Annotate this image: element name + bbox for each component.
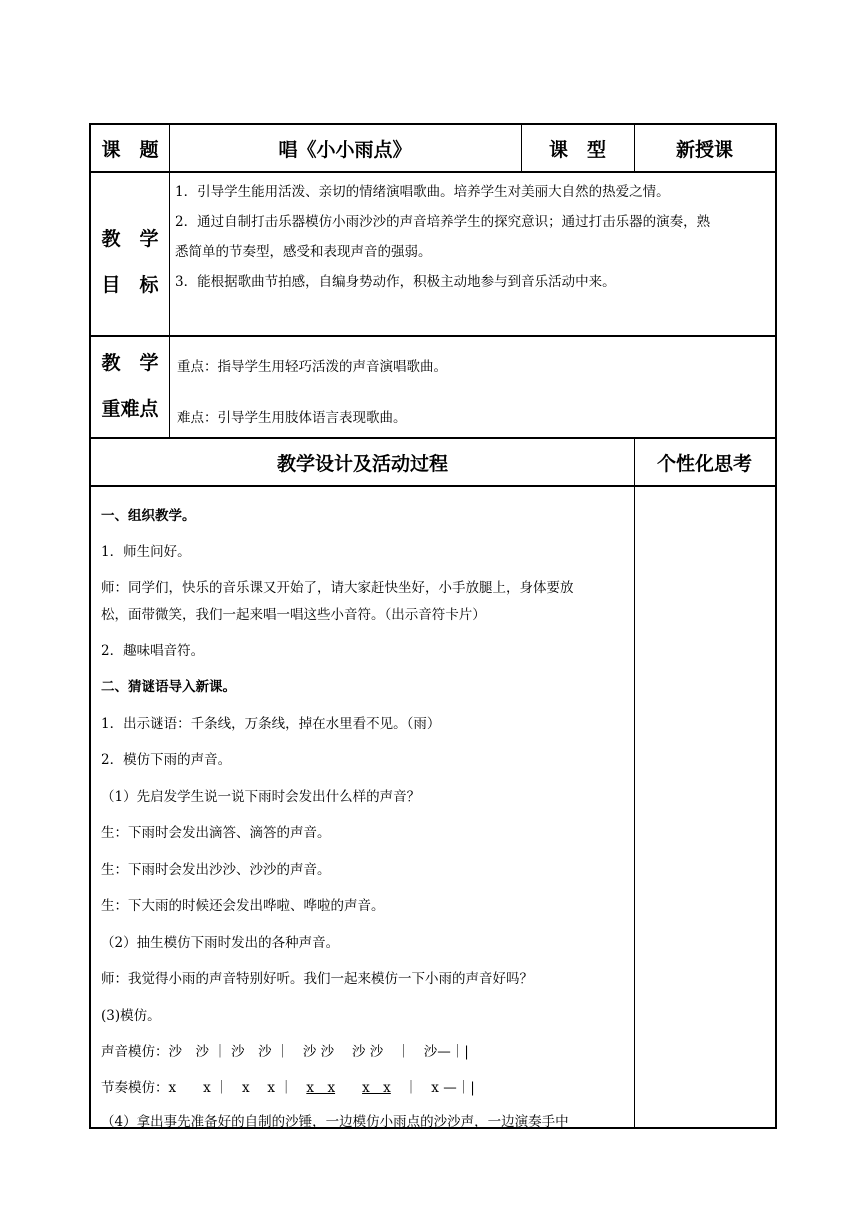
- section-heading: 一、组织教学。: [101, 508, 196, 524]
- objective-item: 2．通过自制打击乐器模仿小雨沙沙的声音培养学生的探究意识；通过打击乐器的演奏，熟: [175, 214, 711, 230]
- process-line: （1）先启发学生说一说下雨时会发出什么样的声音？: [101, 789, 421, 805]
- keypoints-label-line2: 重难点: [101, 398, 159, 420]
- rhythm-label: 节奏模仿：: [101, 1080, 169, 1096]
- keypoints-label-line1: 教 学: [101, 352, 159, 374]
- process-line: 师：同学们，快乐的音乐课又开始了，请大家赶快坐好，小手放腿上，身体要放: [101, 580, 574, 596]
- process-line: 1．出示谜语：千条线，万条线，掉在水里看不见。（雨）: [101, 716, 441, 732]
- process-line: 2．模仿下雨的声音。: [101, 752, 232, 768]
- process-line: 生：下雨时会发出滴答、滴答的声音。: [101, 825, 331, 841]
- rhythm-eighth-pair: x x: [306, 1080, 336, 1096]
- sound-imitation: [101, 1040, 469, 1060]
- key-point: 重点：指导学生用轻巧活泼的声音演唱歌曲。: [177, 359, 447, 375]
- topic-label: 课 题: [101, 138, 159, 161]
- process-line: 生：下大雨的时候还会发出哗啦、哗啦的声音。: [101, 898, 385, 914]
- process-header-right: 个性化思考: [656, 452, 752, 475]
- keypoints-label: [91, 337, 169, 437]
- section-heading: 二、猜谜语导入新课。: [101, 679, 236, 695]
- process-line: 1．师生问好。: [101, 544, 191, 560]
- difficult-point: 难点：引导学生用肢体语言表现歌曲。: [177, 410, 407, 426]
- process-line: (3)模仿。: [101, 1008, 161, 1024]
- sound-sequence: 沙 沙 ｜ 沙 沙 ｜ 沙 沙 沙 沙 ｜ 沙—｜|: [168, 1044, 469, 1060]
- topic-value: 唱《小小雨点》: [278, 138, 412, 161]
- objectives-content: [175, 177, 775, 297]
- rhythm-imitation: [101, 1076, 475, 1096]
- objectives-label-line2: 目 标: [101, 274, 159, 296]
- sound-label: 声音模仿：: [101, 1044, 169, 1060]
- rhythm-eighth-pair: x x: [362, 1080, 391, 1096]
- objective-item: 悉简单的节奏型，感受和表现声音的强弱。: [175, 244, 432, 260]
- process-line: （2）抽生模仿下雨时发出的各种声音。: [101, 935, 340, 951]
- process-line: 松，面带微笑，我们一起来唱一唱这些小音符。（出示音符卡片）: [101, 607, 486, 623]
- process-line: 生：下雨时会发出沙沙、沙沙的声音。: [101, 862, 331, 878]
- type-label: 课 型: [548, 138, 606, 161]
- process-line: 师：我觉得小雨的声音特别好听。我们一起来模仿一下小雨的声音好吗？: [101, 971, 533, 987]
- objective-item: 3．能根据歌曲节拍感，自编身势动作，积极主动地参与到音乐活动中来。: [175, 274, 616, 290]
- lesson-plan-table: [89, 123, 777, 1129]
- objectives-label-line1: 教 学: [101, 228, 159, 250]
- objective-item: 1．引导学生能用活泼、亲切的情绪演唱歌曲。培养学生对美丽大自然的热爱之情。: [175, 184, 670, 200]
- rhythm-part: x x ｜ x x ｜: [168, 1080, 307, 1096]
- objectives-label: [91, 173, 169, 335]
- process-line: （4）拿出事先准备好的自制的沙锤，一边模仿小雨点的沙沙声，一边演奏手中: [101, 1114, 569, 1130]
- process-header-left: 教学设计及活动过程: [276, 452, 448, 475]
- rhythm-part: ｜ x —｜|: [404, 1080, 475, 1096]
- type-value: 新授课: [675, 138, 733, 161]
- process-line: 2．趣味唱音符。: [101, 643, 205, 659]
